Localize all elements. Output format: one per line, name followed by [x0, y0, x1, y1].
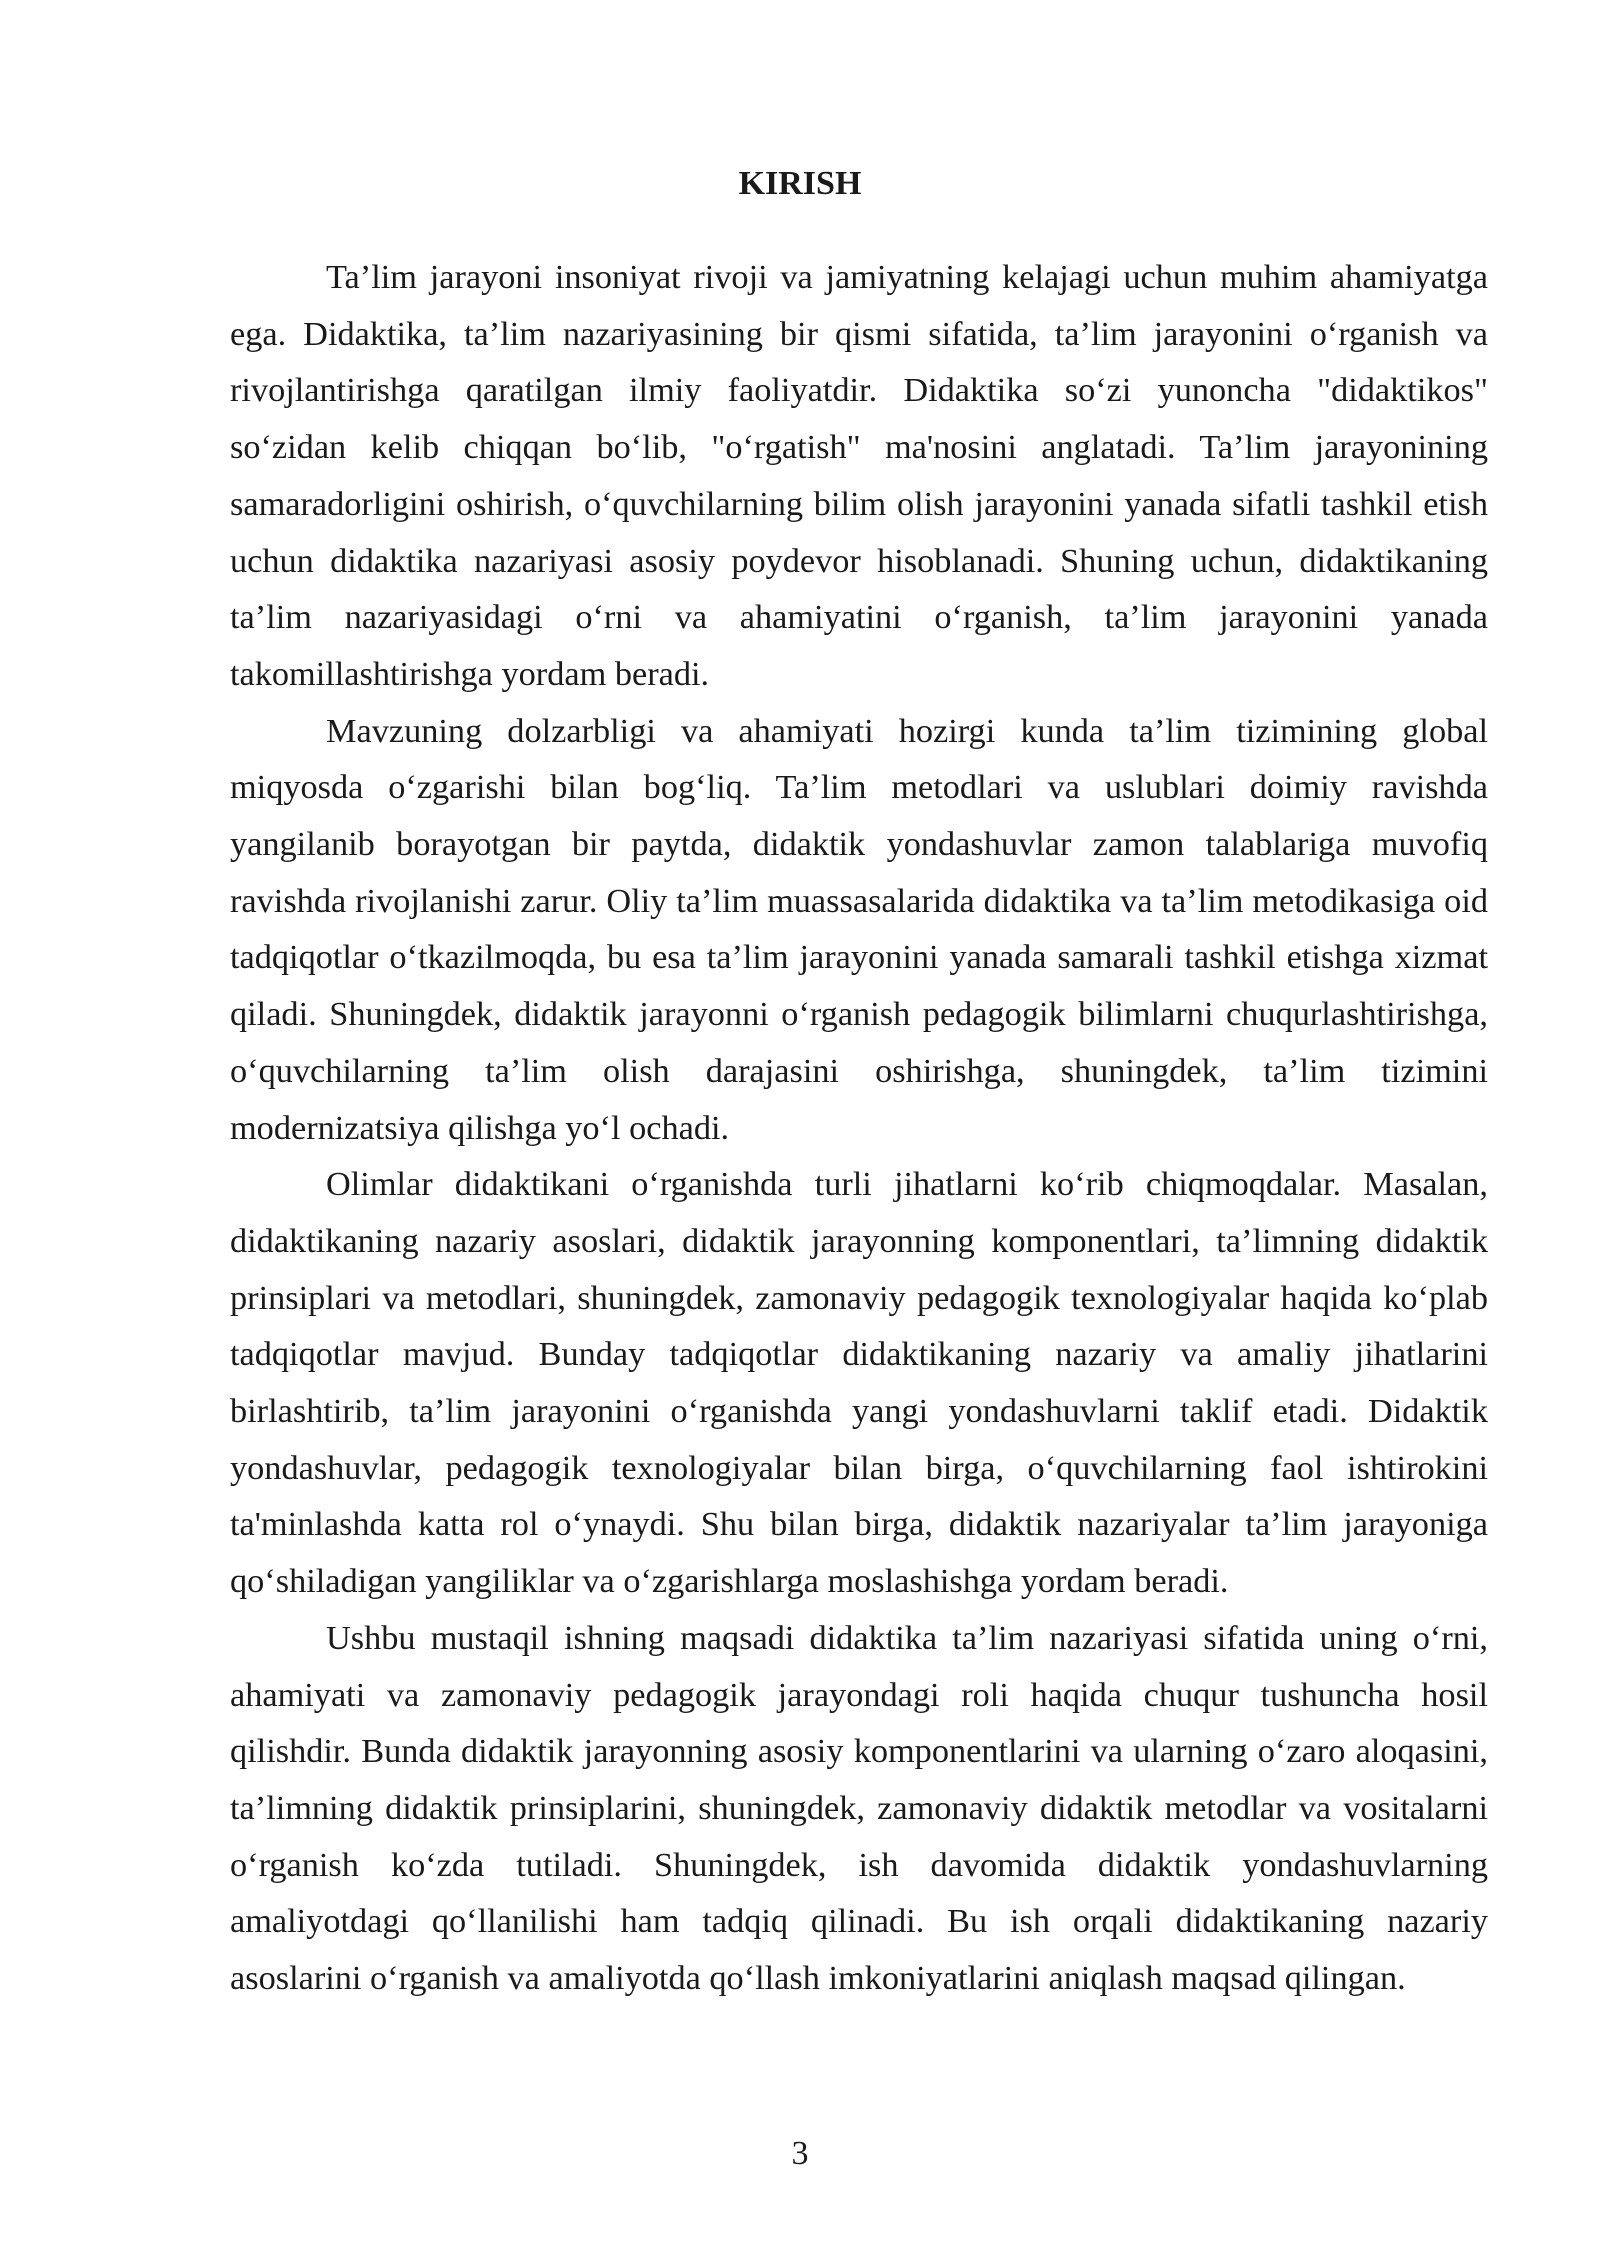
- paragraph: Ta’lim jarayoni insoniyat rivoji va jamiyatning kelajagi uchun muhim ahamiyatga ega. Didaktika, ta’lim nazariyasining bir qismi sifatida, ta’lim jarayonini o‘rganish va rivojlantirishga qaratilgan ilmiy faoliyatdir. Didaktika so‘zi yunoncha "didaktikos" so‘zidan kelib chiqqan bo‘lib, "o‘rgatish" ma'nosini anglatadi. Ta’lim jarayonining samaradorligini oshirish, o‘quvchilarning bilim olish jarayonini yanada sifatli tashkil etish uchun didaktika nazariyasi asosiy poydevor hisoblanadi. Shuning uchun, didaktikaning ta’lim nazariyasidagi o‘rni va ahamiyatini o‘rganish, ta’lim jarayonini yanada takomillashtirishga yordam beradi.: [230, 258, 1488, 693]
- paragraph: Olimlar didaktikani o‘rganishda turli jihatlarni ko‘rib chiqmoqdalar. Masalan, didaktikaning nazariy asoslari, didaktik jarayonning komponentlari, ta’limning didaktik prinsiplari va metodlari, shuningdek, zamonaviy pedagogik texnologiyalar haqida ko‘plab tadqiqotlar mavjud. Bunday tadqiqotlar didaktikaning nazariy va amaliy jihatlarini birlashtirib, ta’lim jarayonini o‘rganishda yangi yondashuvlarni taklif etadi. Didaktik yondashuvlar, pedagogik texnologiyalar bilan birga, o‘quvchilarning faol ishtirokini ta'minlashda katta rol o‘ynaydi. Shu bilan birga, didaktik nazariyalar ta’lim jarayoniga qo‘shiladigan yangiliklar va o‘zgarishlarga moslashishga yordam beradi.: [230, 1165, 1488, 1601]
- section-title: KIRISH: [738, 165, 862, 202]
- paragraph: Mavzuning dolzarbligi va ahamiyati hozirgi kunda ta’lim tizimining global miqyosda o‘zgarishi bilan bog‘liq. Ta’lim metodlari va uslublari doimiy ravishda yangilanib borayotgan bir paytda, didaktik yondashuvlar zamon talablariga muvofiq ravishda rivojlanishi zarur. Oliy ta’lim muassasalarida didaktika va ta’lim metodikasiga oid tadqiqotlar o‘tkazilmoqda, bu esa ta’lim jarayonini yanada samarali tashkil etishga xizmat qiladi. Shuningdek, didaktik jarayonni o‘rganish pedagogik bilimlarni chuqurlashtirishga, o‘quvchilarning ta’lim olish darajasini oshirishga, shuningdek, ta’lim tizimini modernizatsiya qilishga yo‘l ochadi.: [230, 711, 1488, 1147]
- paragraph: Ushbu mustaqil ishning maqsadi didaktika ta’lim nazariyasi sifatida uning o‘rni, ahamiyati va zamonaviy pedagogik jarayondagi roli haqida chuqur tushuncha hosil qilishdir. Bunda didaktik jarayonning asosiy komponentlarini va ularning o‘zaro aloqasini, ta’limning didaktik prinsiplarini, shuningdek, zamonaviy didaktik metodlar va vositalarni o‘rganish ko‘zda tutiladi. Shuningdek, ish davomida didaktik yondashuvlarning amaliyotdagi qo‘llanilishi ham tadqiq qilinadi. Bu ish orqali didaktikaning nazariy asoslarini o‘rganish va amaliyotda qo‘llash imkoniyatlarini aniqlash maqsad qilingan.: [230, 1618, 1488, 1998]
- body-text: [230, 249, 1488, 2007]
- page-number: 3: [791, 2135, 809, 2172]
